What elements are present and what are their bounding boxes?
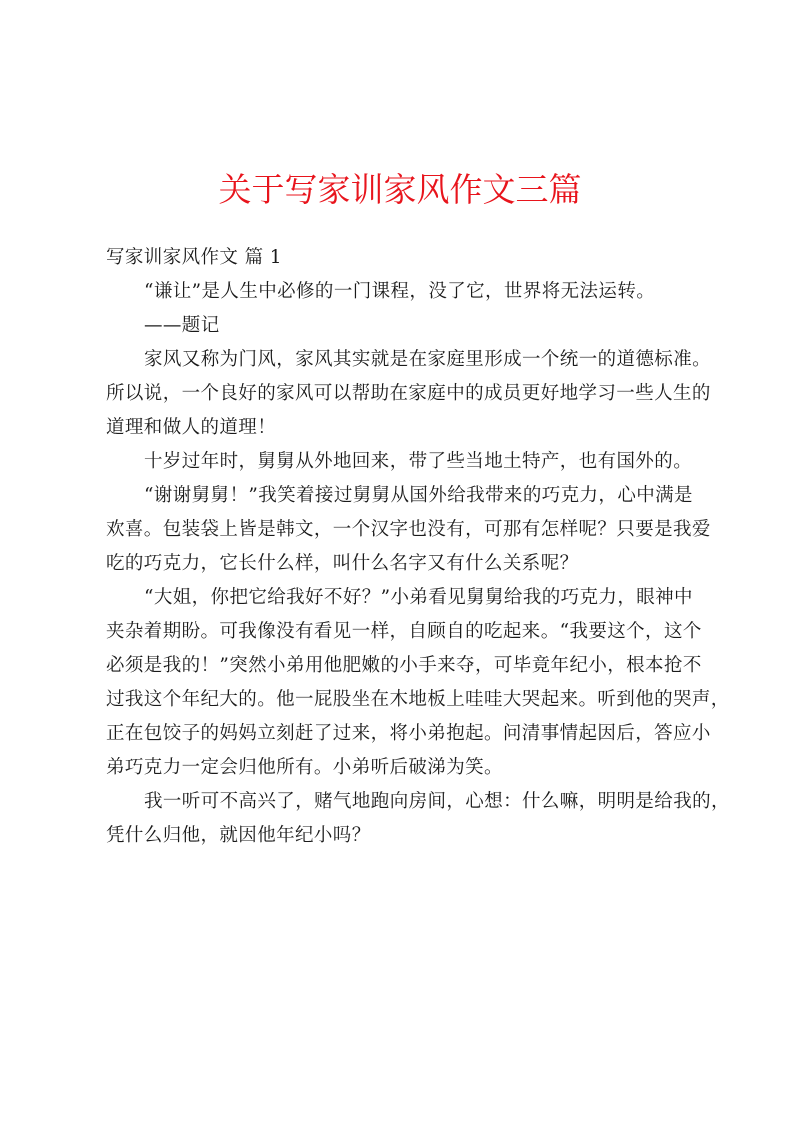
body-line: 家风又称为门风，家风其实就是在家庭里形成一个统一的道德标准。 xyxy=(144,349,712,370)
body-line: 凭什么归他，就因他年纪小吗？ xyxy=(106,825,371,846)
body-line: 弟巧克力一定会归他所有。小弟听后破涕为笑。 xyxy=(106,757,503,778)
section-heading: 写家训家风作文 篇 1 xyxy=(106,247,282,268)
body-line: 必须是我的！”突然小弟用他肥嫩的小手来夺，可毕竟年纪小，根本抢不 xyxy=(106,655,702,676)
body-line: “大姐，你把它给我好不好？”小弟看见舅舅给我的巧克力，眼神中 xyxy=(144,587,693,608)
body-line: 吃的巧克力，它长什么样，叫什么名字又有什么关系呢？ xyxy=(106,553,579,574)
body-line: ——题记 xyxy=(144,315,220,336)
body-line: “谢谢舅舅！”我笑着接过舅舅从国外给我带来的巧克力，心中满是 xyxy=(144,485,693,506)
body-line: 道理和做人的道理！ xyxy=(106,417,277,438)
body-line: 欢喜。包装袋上皆是韩文，一个汉字也没有，可那有怎样呢？只要是我爱 xyxy=(106,519,711,540)
body-line: 十岁过年时，舅舅从外地回来，带了些当地土特产，也有国外的。 xyxy=(144,451,693,472)
document-body xyxy=(106,241,730,853)
document-title: 关于写家训家风作文三篇 xyxy=(218,170,582,209)
body-line: “谦让”是人生中必修的一门课程，没了它，世界将无法运转。 xyxy=(144,281,656,302)
body-line: 正在包饺子的妈妈立刻赶了过来，将小弟抱起。问清事情起因后，答应小 xyxy=(106,723,711,744)
body-line: 所以说，一个良好的家风可以帮助在家庭中的成员更好地学习一些人生的 xyxy=(106,383,711,404)
body-line: 过我这个年纪大的。他一屁股坐在木地板上哇哇大哭起来。听到他的哭声， xyxy=(106,689,730,710)
body-line: 夹杂着期盼。可我像没有看见一样，自顾自的吃起来。“我要这个，这个 xyxy=(106,621,702,642)
body-line: 我一听可不高兴了，赌气地跑向房间，心想：什么嘛，明明是给我的， xyxy=(144,791,730,812)
